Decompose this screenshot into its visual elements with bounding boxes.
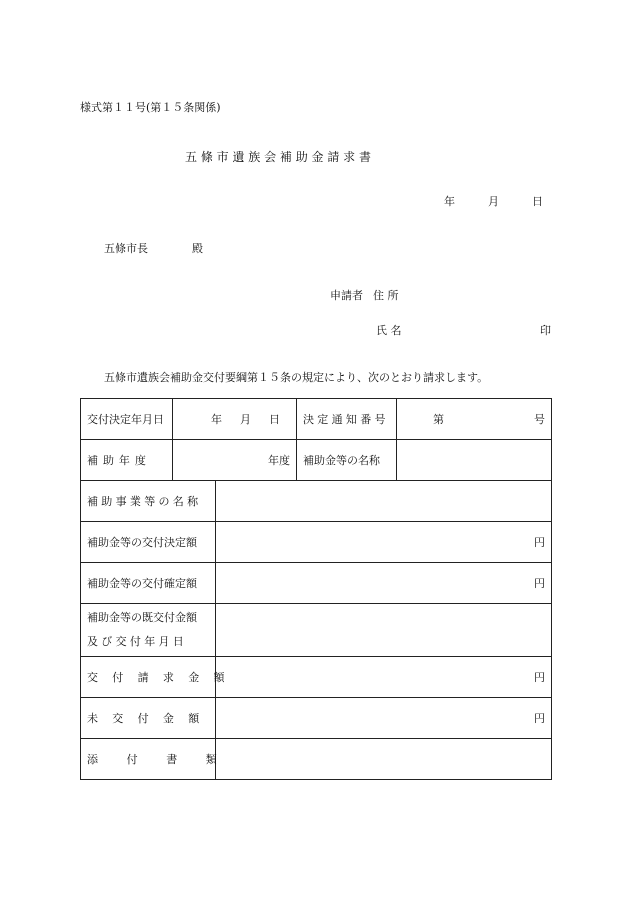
paid-amount-label-line2: 及び交付年月日 (87, 635, 188, 648)
form-number: 様式第１１号(第１５条関係) (80, 101, 221, 114)
decision-month-label: 月 (240, 413, 251, 426)
confirmed-amount-label: 補助金等の交付確定額 (81, 563, 216, 604)
request-amount-label: 交付請求金額 (81, 657, 216, 698)
subsidy-name-field[interactable] (397, 440, 552, 481)
fiscal-year-unit: 年度 (268, 454, 290, 467)
document-title: 五 條 市 遺 族 会 補 助 金 請 求 書 (185, 150, 371, 164)
decision-date-field[interactable] (173, 399, 297, 440)
table-row (81, 522, 552, 563)
address-label: 住 所 (373, 289, 399, 302)
notice-number-label: 決定通知番号 (297, 399, 397, 440)
fiscal-year-label: 補助年度 (81, 440, 173, 481)
yen-unit: 円 (534, 671, 545, 684)
date-year-label: 年 (444, 195, 455, 208)
addressee (104, 240, 203, 256)
table-row (81, 698, 552, 739)
table-row (81, 563, 552, 604)
paid-amount-label-line1: 補助金等の既交付金額 (87, 611, 197, 624)
request-amount-field[interactable] (216, 657, 552, 698)
subsidy-name-label: 補助金等の名称 (297, 440, 397, 481)
attachments-field[interactable] (216, 739, 552, 780)
fiscal-year-field[interactable] (173, 440, 297, 481)
unpaid-amount-field[interactable] (216, 698, 552, 739)
intro-text: 五條市遺族会補助金交付要綱第１５条の規定により、次のとおり請求します。 (104, 371, 489, 384)
request-date (444, 193, 543, 209)
table-row (81, 481, 552, 522)
seal-mark: 印 (540, 324, 551, 337)
project-name-field[interactable] (216, 481, 552, 522)
table-row (81, 657, 552, 698)
paid-amount-field[interactable] (216, 604, 552, 657)
applicant-label: 申請者 (330, 289, 363, 302)
decision-date-label: 交付決定年月日 (81, 399, 173, 440)
project-name-label: 補助事業等の名称 (81, 481, 216, 522)
addressee-honorific: 殿 (192, 242, 203, 255)
table-row (81, 604, 552, 657)
confirmed-amount-field[interactable] (216, 563, 552, 604)
request-form-table (80, 398, 552, 780)
table-row (81, 440, 552, 481)
decided-amount-field[interactable] (216, 522, 552, 563)
notice-number-prefix: 第 (433, 413, 444, 426)
yen-unit: 円 (534, 536, 545, 549)
name-label: 氏 名 (376, 324, 402, 337)
table-row (81, 739, 552, 780)
decision-year-label: 年 (211, 413, 222, 426)
applicant-name-row (376, 322, 551, 338)
date-month-label: 月 (488, 195, 499, 208)
applicant-address-row (330, 287, 399, 303)
yen-unit: 円 (534, 577, 545, 590)
attachments-label: 添付書類 (81, 739, 216, 780)
notice-number-field[interactable] (397, 399, 552, 440)
yen-unit: 円 (534, 712, 545, 725)
paid-amount-label (81, 604, 216, 657)
decision-day-label: 日 (269, 413, 280, 426)
table-row (81, 399, 552, 440)
unpaid-amount-label: 未交付金額 (81, 698, 216, 739)
decided-amount-label: 補助金等の交付決定額 (81, 522, 216, 563)
date-day-label: 日 (532, 195, 543, 208)
notice-number-suffix: 号 (534, 413, 545, 426)
addressee-name: 五條市長 (104, 242, 148, 255)
